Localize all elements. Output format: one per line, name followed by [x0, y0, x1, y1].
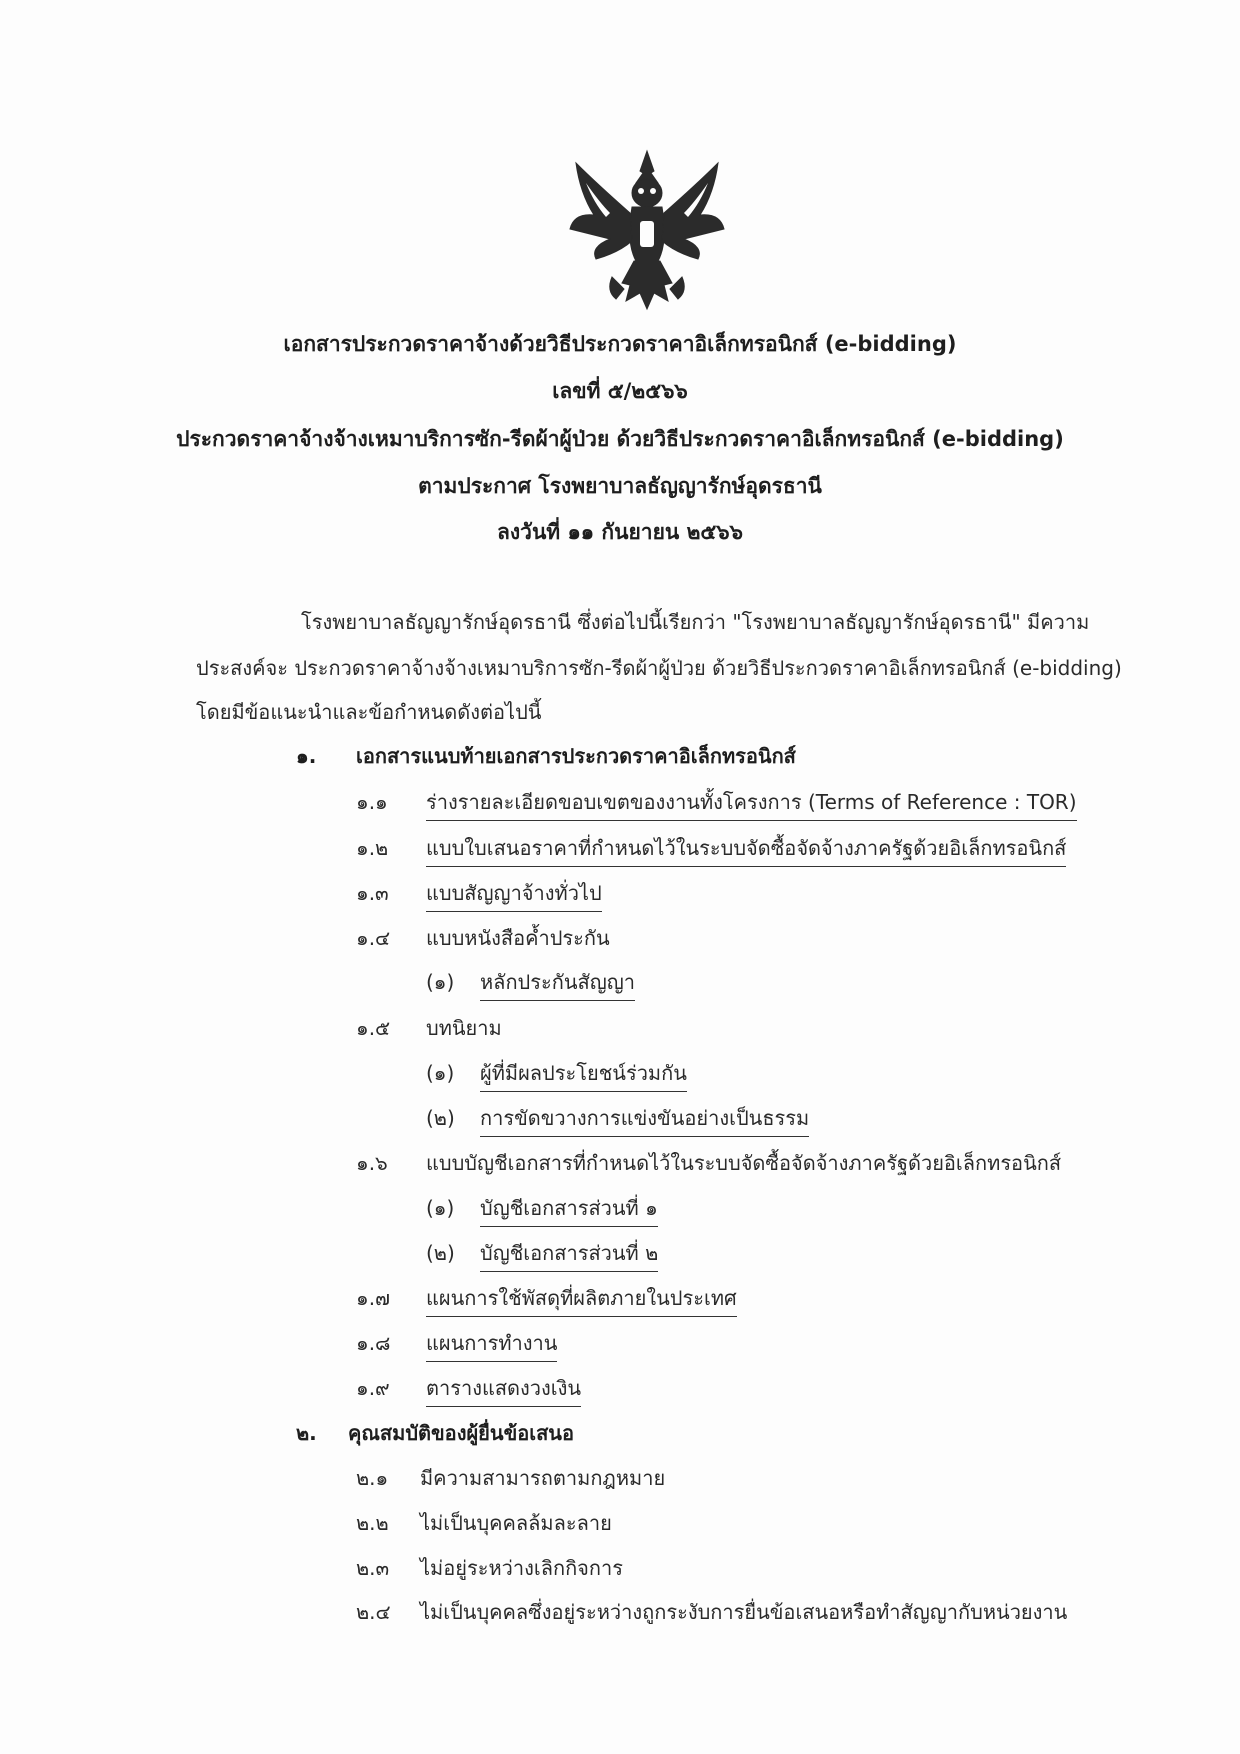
item-2-4-label: ไม่เป็นบุคคลซึ่งอยู่ระหว่างถูกระงับการยื่นข้อเสนอหรือทำสัญญากับหน่วยงาน: [420, 1600, 1068, 1624]
item-1-6-2-link[interactable]: บัญชีเอกสารส่วนที่ ๒: [480, 1239, 658, 1272]
section-1-heading: เอกสารแนบท้ายเอกสารประกวดราคาอิเล็กทรอนิกส์: [356, 744, 796, 768]
item-1-5-1-number: (๑): [426, 1061, 455, 1085]
item-1-3-number: ๑.๓: [356, 881, 389, 905]
item-1-5-number: ๑.๕: [356, 1016, 391, 1040]
item-2-3-label: ไม่อยู่ระหว่างเลิกกิจการ: [420, 1556, 623, 1580]
section-2-number: ๒.: [296, 1421, 317, 1445]
item-1-7-link[interactable]: แผนการใช้พัสดุที่ผลิตภายในประเทศ: [426, 1284, 737, 1317]
item-2-4-number: ๒.๔: [356, 1600, 391, 1624]
item-1-9-link[interactable]: ตารางแสดงวงเงิน: [426, 1374, 581, 1407]
item-1-4-1-link[interactable]: หลักประกันสัญญา: [480, 968, 635, 1001]
garuda-emblem: [566, 143, 728, 315]
item-1-5-1-link[interactable]: ผู้ที่มีผลประโยชน์ร่วมกัน: [480, 1059, 687, 1092]
item-1-6-1-number: (๑): [426, 1196, 455, 1220]
intro-line-2: ประสงค์จะ ประกวดราคาจ้างจ้างเหมาบริการซัก-รีดผ้าผู้ป่วย ด้วยวิธีประกวดราคาอิเล็กทรอนิกส์ (e-bidding): [196, 656, 1122, 680]
item-1-7-number: ๑.๗: [356, 1286, 391, 1310]
item-1-6-label: แบบบัญชีเอกสารที่กำหนดไว้ในระบบจัดซื้อจัดจ้างภาครัฐด้วยอิเล็กทรอนิกส์: [426, 1151, 1062, 1175]
intro-line-1: โรงพยาบาลธัญญารักษ์อุดรธานี ซึ่งต่อไปนี้เรียกว่า "โรงพยาบาลธัญญารักษ์อุดรธานี" มีความ: [301, 610, 1090, 634]
document-date: ลงวันที่ ๑๑ กันยายน ๒๕๖๖: [497, 520, 743, 544]
item-1-5-2-number: (๒): [426, 1106, 455, 1130]
item-1-2-link[interactable]: แบบใบเสนอราคาที่กำหนดไว้ในระบบจัดซื้อจัดจ้างภาครัฐด้วยอิเล็กทรอนิกส์: [426, 834, 1066, 867]
item-1-4-number: ๑.๔: [356, 926, 391, 950]
item-1-8-number: ๑.๘: [356, 1331, 391, 1355]
document-title: เอกสารประกวดราคาจ้างด้วยวิธีประกวดราคาอิเล็กทรอนิกส์ (e-bidding): [283, 332, 957, 356]
item-1-1-number: ๑.๑: [356, 790, 388, 814]
item-2-2-label: ไม่เป็นบุคคลล้มละลาย: [420, 1511, 612, 1535]
item-1-6-number: ๑.๖: [356, 1151, 388, 1175]
item-1-6-1-link[interactable]: บัญชีเอกสารส่วนที่ ๑: [480, 1194, 658, 1227]
announcement-reference: ตามประกาศ โรงพยาบาลธัญญารักษ์อุดรธานี: [418, 474, 822, 498]
item-1-8-link[interactable]: แผนการทำงาน: [426, 1329, 557, 1362]
item-1-5-label: บทนิยาม: [426, 1016, 502, 1040]
item-2-1-number: ๒.๑: [356, 1466, 389, 1490]
item-2-2-number: ๒.๒: [356, 1511, 389, 1535]
section-2-heading: คุณสมบัติของผู้ยื่นข้อเสนอ: [348, 1421, 574, 1445]
intro-line-3: โดยมีข้อแนะนำและข้อกำหนดดังต่อไปนี้: [196, 700, 542, 724]
item-2-3-number: ๒.๓: [356, 1556, 390, 1580]
item-1-3-link[interactable]: แบบสัญญาจ้างทั่วไป: [426, 879, 602, 912]
item-1-4-1-number: (๑): [426, 970, 455, 994]
item-1-2-number: ๑.๒: [356, 836, 389, 860]
item-2-1-label: มีความสามารถตามกฎหมาย: [420, 1466, 666, 1490]
item-1-4-label: แบบหนังสือค้ำประกัน: [426, 926, 610, 950]
section-1-number: ๑.: [296, 744, 317, 768]
item-1-6-2-number: (๒): [426, 1241, 455, 1265]
item-1-5-2-link[interactable]: การขัดขวางการแข่งขันอย่างเป็นธรรม: [480, 1104, 809, 1137]
document-number: เลขที่ ๕/๒๕๖๖: [552, 379, 688, 403]
item-1-1-link[interactable]: ร่างรายละเอียดขอบเขตของงานทั้งโครงการ (Terms of Reference : TOR): [426, 788, 1077, 821]
project-title: ประกวดราคาจ้างจ้างเหมาบริการซัก-รีดผ้าผู้ป่วย ด้วยวิธีประกวดราคาอิเล็กทรอนิกส์ (e-bidding): [176, 427, 1064, 451]
item-1-9-number: ๑.๙: [356, 1376, 390, 1400]
